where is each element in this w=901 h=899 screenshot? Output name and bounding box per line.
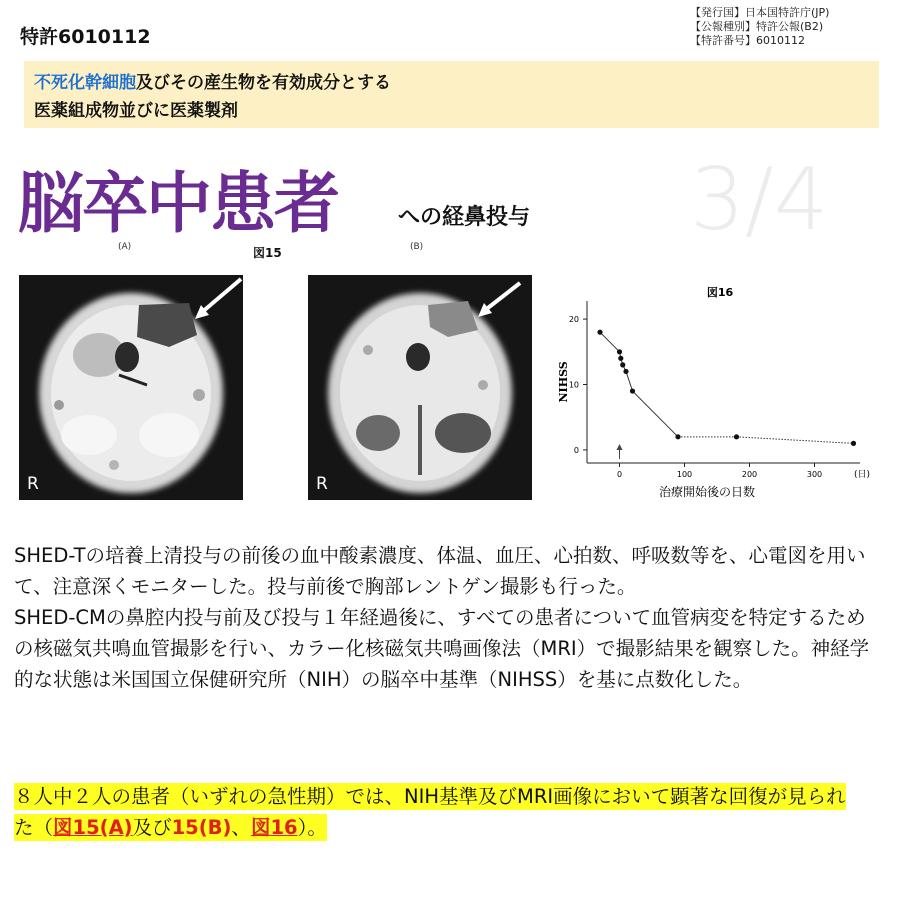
mri-image-a xyxy=(19,275,243,500)
chart-series xyxy=(597,330,856,446)
highlight-mid-2: 、 xyxy=(231,816,251,839)
series-segment xyxy=(737,437,854,444)
series-segment xyxy=(633,391,679,437)
body-text xyxy=(14,540,884,695)
x-tick-label: 300 xyxy=(806,470,823,479)
data-point xyxy=(734,434,739,439)
chart-x-unit: (日) xyxy=(854,470,871,480)
x-tick-label: 100 xyxy=(676,470,693,479)
x-tick-label: 200 xyxy=(741,470,758,479)
meta-country: 【発行国】日本国特許庁(JP) xyxy=(690,6,830,19)
ref-figure-15a[interactable]: 図15(A) xyxy=(53,816,133,839)
nihss-chart xyxy=(555,278,885,513)
highlight-mid-1: 及び xyxy=(132,816,172,839)
title-line-2: 医薬組成物並びに医薬製剤 xyxy=(34,101,238,121)
treatment-start-arrowhead xyxy=(617,444,623,450)
meta-type: 【公報種別】特許公報(B2) xyxy=(690,20,824,33)
data-point xyxy=(851,441,856,446)
series-segment xyxy=(626,371,633,391)
highlight-text xyxy=(14,783,846,841)
chart-axes xyxy=(587,301,860,463)
title-band xyxy=(24,61,879,128)
patent-number: 特許6010112 xyxy=(20,26,151,48)
highlight-conclusion xyxy=(14,781,854,843)
y-tick-label: 0 xyxy=(573,445,579,455)
page-indicator: 3/4 xyxy=(690,150,829,250)
chart-x-label: 治療開始後の日数 xyxy=(658,485,756,499)
data-point xyxy=(620,362,625,367)
body-paragraph-2: SHED-CMの鼻腔内投与前及び投与１年経過後に、すべての患者について血管病変を特定するための核磁気共鳴血管撮影を行い、カラー化核磁気共鳴画像法（MRI）で撮影結果を観察した。神経学的な状態は米国国立保健研究所（NIH）の脳卒中基準（NIHSS）を基に点数化した。 xyxy=(14,606,870,691)
data-point xyxy=(597,330,602,335)
data-point xyxy=(618,356,623,361)
body-paragraph-1: SHED-Tの培養上清投与の前後の血中酸素濃度、体温、血圧、心拍数、呼吸数等を、心電図を用いて、注意深くモニターした。投与前後で胸部レントゲン撮影も行った。 xyxy=(14,544,866,598)
ref-figure-15b: 15(B) xyxy=(171,816,232,839)
highlight-end: ）。 xyxy=(297,816,327,839)
y-tick-label: 10 xyxy=(568,380,579,390)
caption-b: (B) xyxy=(410,242,424,252)
title-line-1-rest: 及びその産生物を有効成分とする xyxy=(136,73,391,93)
highlight-part-1: ８人中２人の患者（いずれの急性期）では、NIH基準及びMRI画像において顕著な回復が見られた（ xyxy=(14,785,846,839)
data-point xyxy=(675,434,680,439)
data-point xyxy=(623,369,628,374)
mri-scan-a xyxy=(19,275,243,500)
caption-a: (A) xyxy=(118,242,132,252)
series-segment xyxy=(600,332,620,352)
title-highlight: 不死化幹細胞 xyxy=(34,73,136,93)
figure-15-label: 図15 xyxy=(253,246,282,260)
y-tick-label: 20 xyxy=(568,315,579,325)
title-line-1 xyxy=(34,68,391,93)
scan-a-side-marker: R xyxy=(27,474,39,494)
chart-title: 図16 xyxy=(706,286,734,299)
x-tick-label: 0 xyxy=(616,470,623,479)
ref-figure-16[interactable]: 図16 xyxy=(250,816,298,839)
mri-image-b xyxy=(308,275,532,500)
scan-b-side-marker: R xyxy=(316,474,328,494)
main-heading: 脳卒中患者 xyxy=(18,165,338,242)
publication-meta xyxy=(690,6,829,48)
data-point xyxy=(617,349,622,354)
chart-y-label: NIHSS xyxy=(557,361,570,403)
data-point xyxy=(630,388,635,393)
sub-heading: への経鼻投与 xyxy=(398,205,531,230)
mri-scan-b xyxy=(308,275,532,500)
meta-number: 【特許番号】6010112 xyxy=(690,34,805,47)
